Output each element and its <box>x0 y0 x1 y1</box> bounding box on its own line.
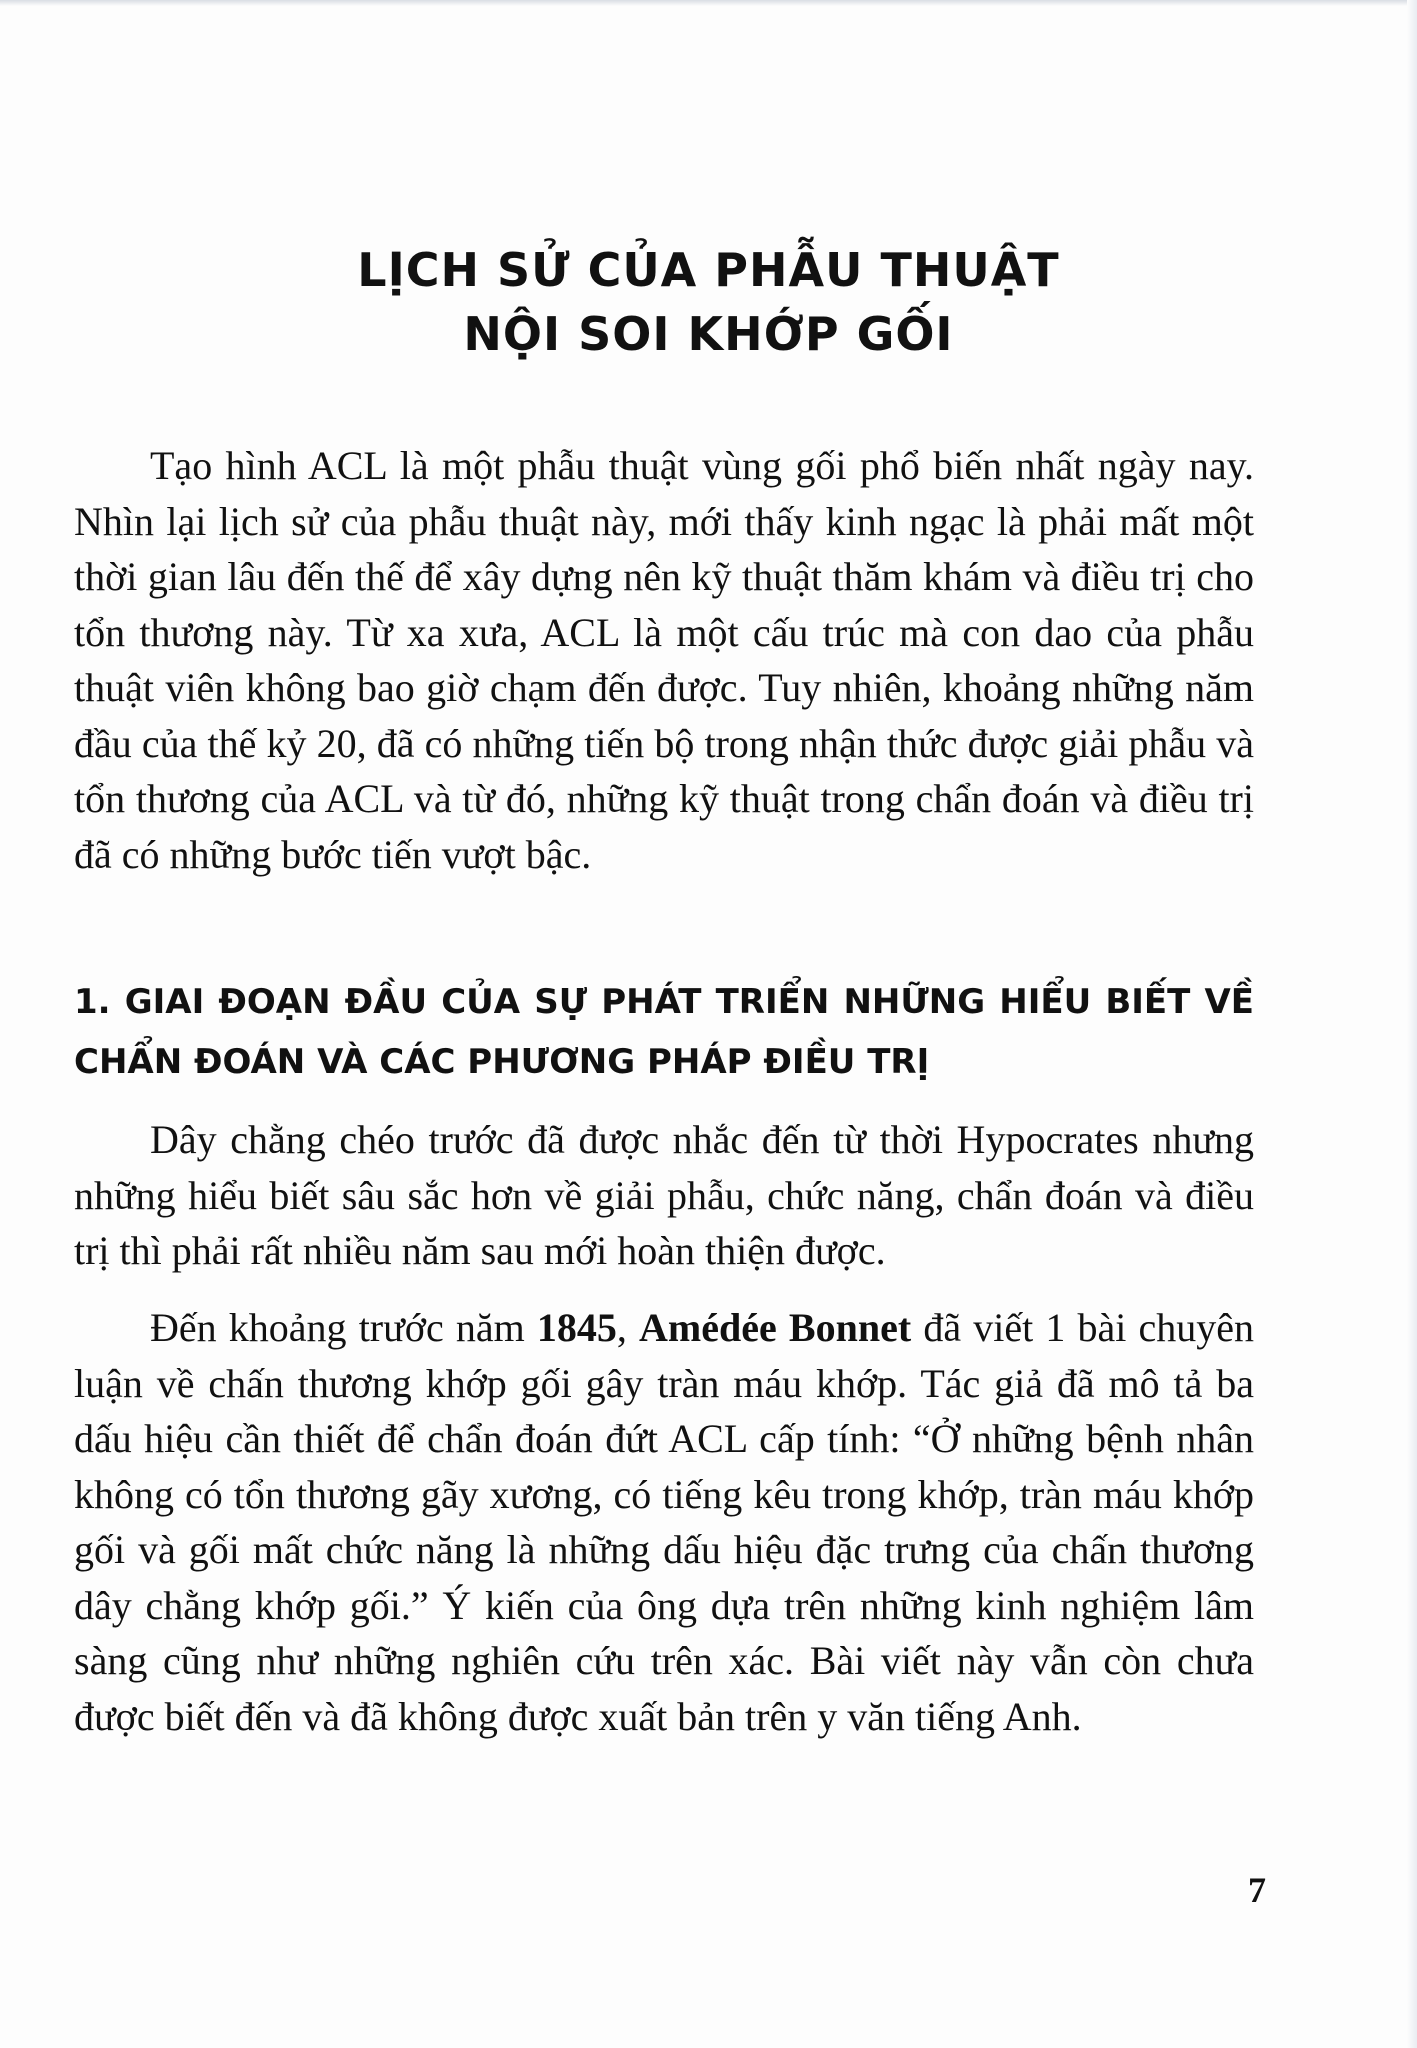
section-heading: 1. GIAI ĐOẠN ĐẦU CỦA SỰ PHÁT TRIỂN NHỮNG HIỂU BIẾT VỀ CHẨN ĐOÁN VÀ CÁC PHƯƠNG PHÁP ĐIỀU TRỊ <box>74 982 1254 1082</box>
chapter-title-line-1: LỊCH SỬ CỦA PHẪU THUẬT <box>357 243 1060 297</box>
intro-paragraph: Tạo hình ACL là một phẫu thuật vùng gối phổ biến nhất ngày nay. Nhìn lại lịch sử của phẫu thuật này, mới thấy kinh ngạc là phải mất một thời gian lâu đến thế để xây dựng nên kỹ thuật thăm khám và điều trị cho tổn thương này. Từ xa xưa, ACL là một cấu trúc mà con dao của phẫu thuật viên không bao giờ chạm đến được. Tuy nhiên, khoảng những năm đầu của thế kỷ 20, đã có những tiến bộ trong nhận thức được giải phẫu và tổn thương của ACL và từ đó, những kỹ thuật trong chẩn đoán và điều trị đã có những bước tiến vượt bậc. <box>74 443 1254 877</box>
para2-prefix: Đến khoảng trước năm <box>150 1305 537 1350</box>
intro-paragraph-block <box>74 438 1254 882</box>
para2-year: 1845 <box>536 1305 617 1350</box>
chapter-title <box>0 238 1417 366</box>
section-paragraph-1-block <box>74 1112 1254 1279</box>
para2-author: Amédée Bonnet <box>639 1305 912 1350</box>
para2-comma: , <box>616 1305 640 1350</box>
chapter-title-line-2: NỘI SOI KHỚP GỐI <box>463 307 954 361</box>
section-paragraph-2-block <box>74 1300 1254 1744</box>
page-number: 7 <box>1248 1870 1266 1910</box>
section-paragraph-2 <box>74 1300 1254 1744</box>
section-paragraph-1: Dây chằng chéo trước đã được nhắc đến từ thời Hypocrates nhưng những hiểu biết sâu sắc hơn về giải phẫu, chức năng, chẩn đoán và điều trị thì phải rất nhiều năm sau mới hoàn thiện được. <box>74 1117 1254 1273</box>
para2-rest: đã viết 1 bài chuyên luận về chấn thương khớp gối gây tràn máu khớp. Tác giả đã mô tả ba dấu hiệu cần thiết để chẩn đoán đứt ACL cấp tính: “Ở những bệnh nhân không có tổn thương gãy xương, có tiếng kêu trong khớp, tràn máu khớp gối và gối mất chức năng là những dấu hiệu đặc trưng của chấn thương dây chằng khớp gối.” Ý kiến của ông dựa trên những kinh nghiệm lâm sàng cũng như những nghiên cứu trên xác. Bài viết này vẫn còn chưa được biết đến và đã không được xuất bản trên y văn tiếng Anh. <box>74 1305 1255 1739</box>
page-top-edge <box>0 0 1417 6</box>
